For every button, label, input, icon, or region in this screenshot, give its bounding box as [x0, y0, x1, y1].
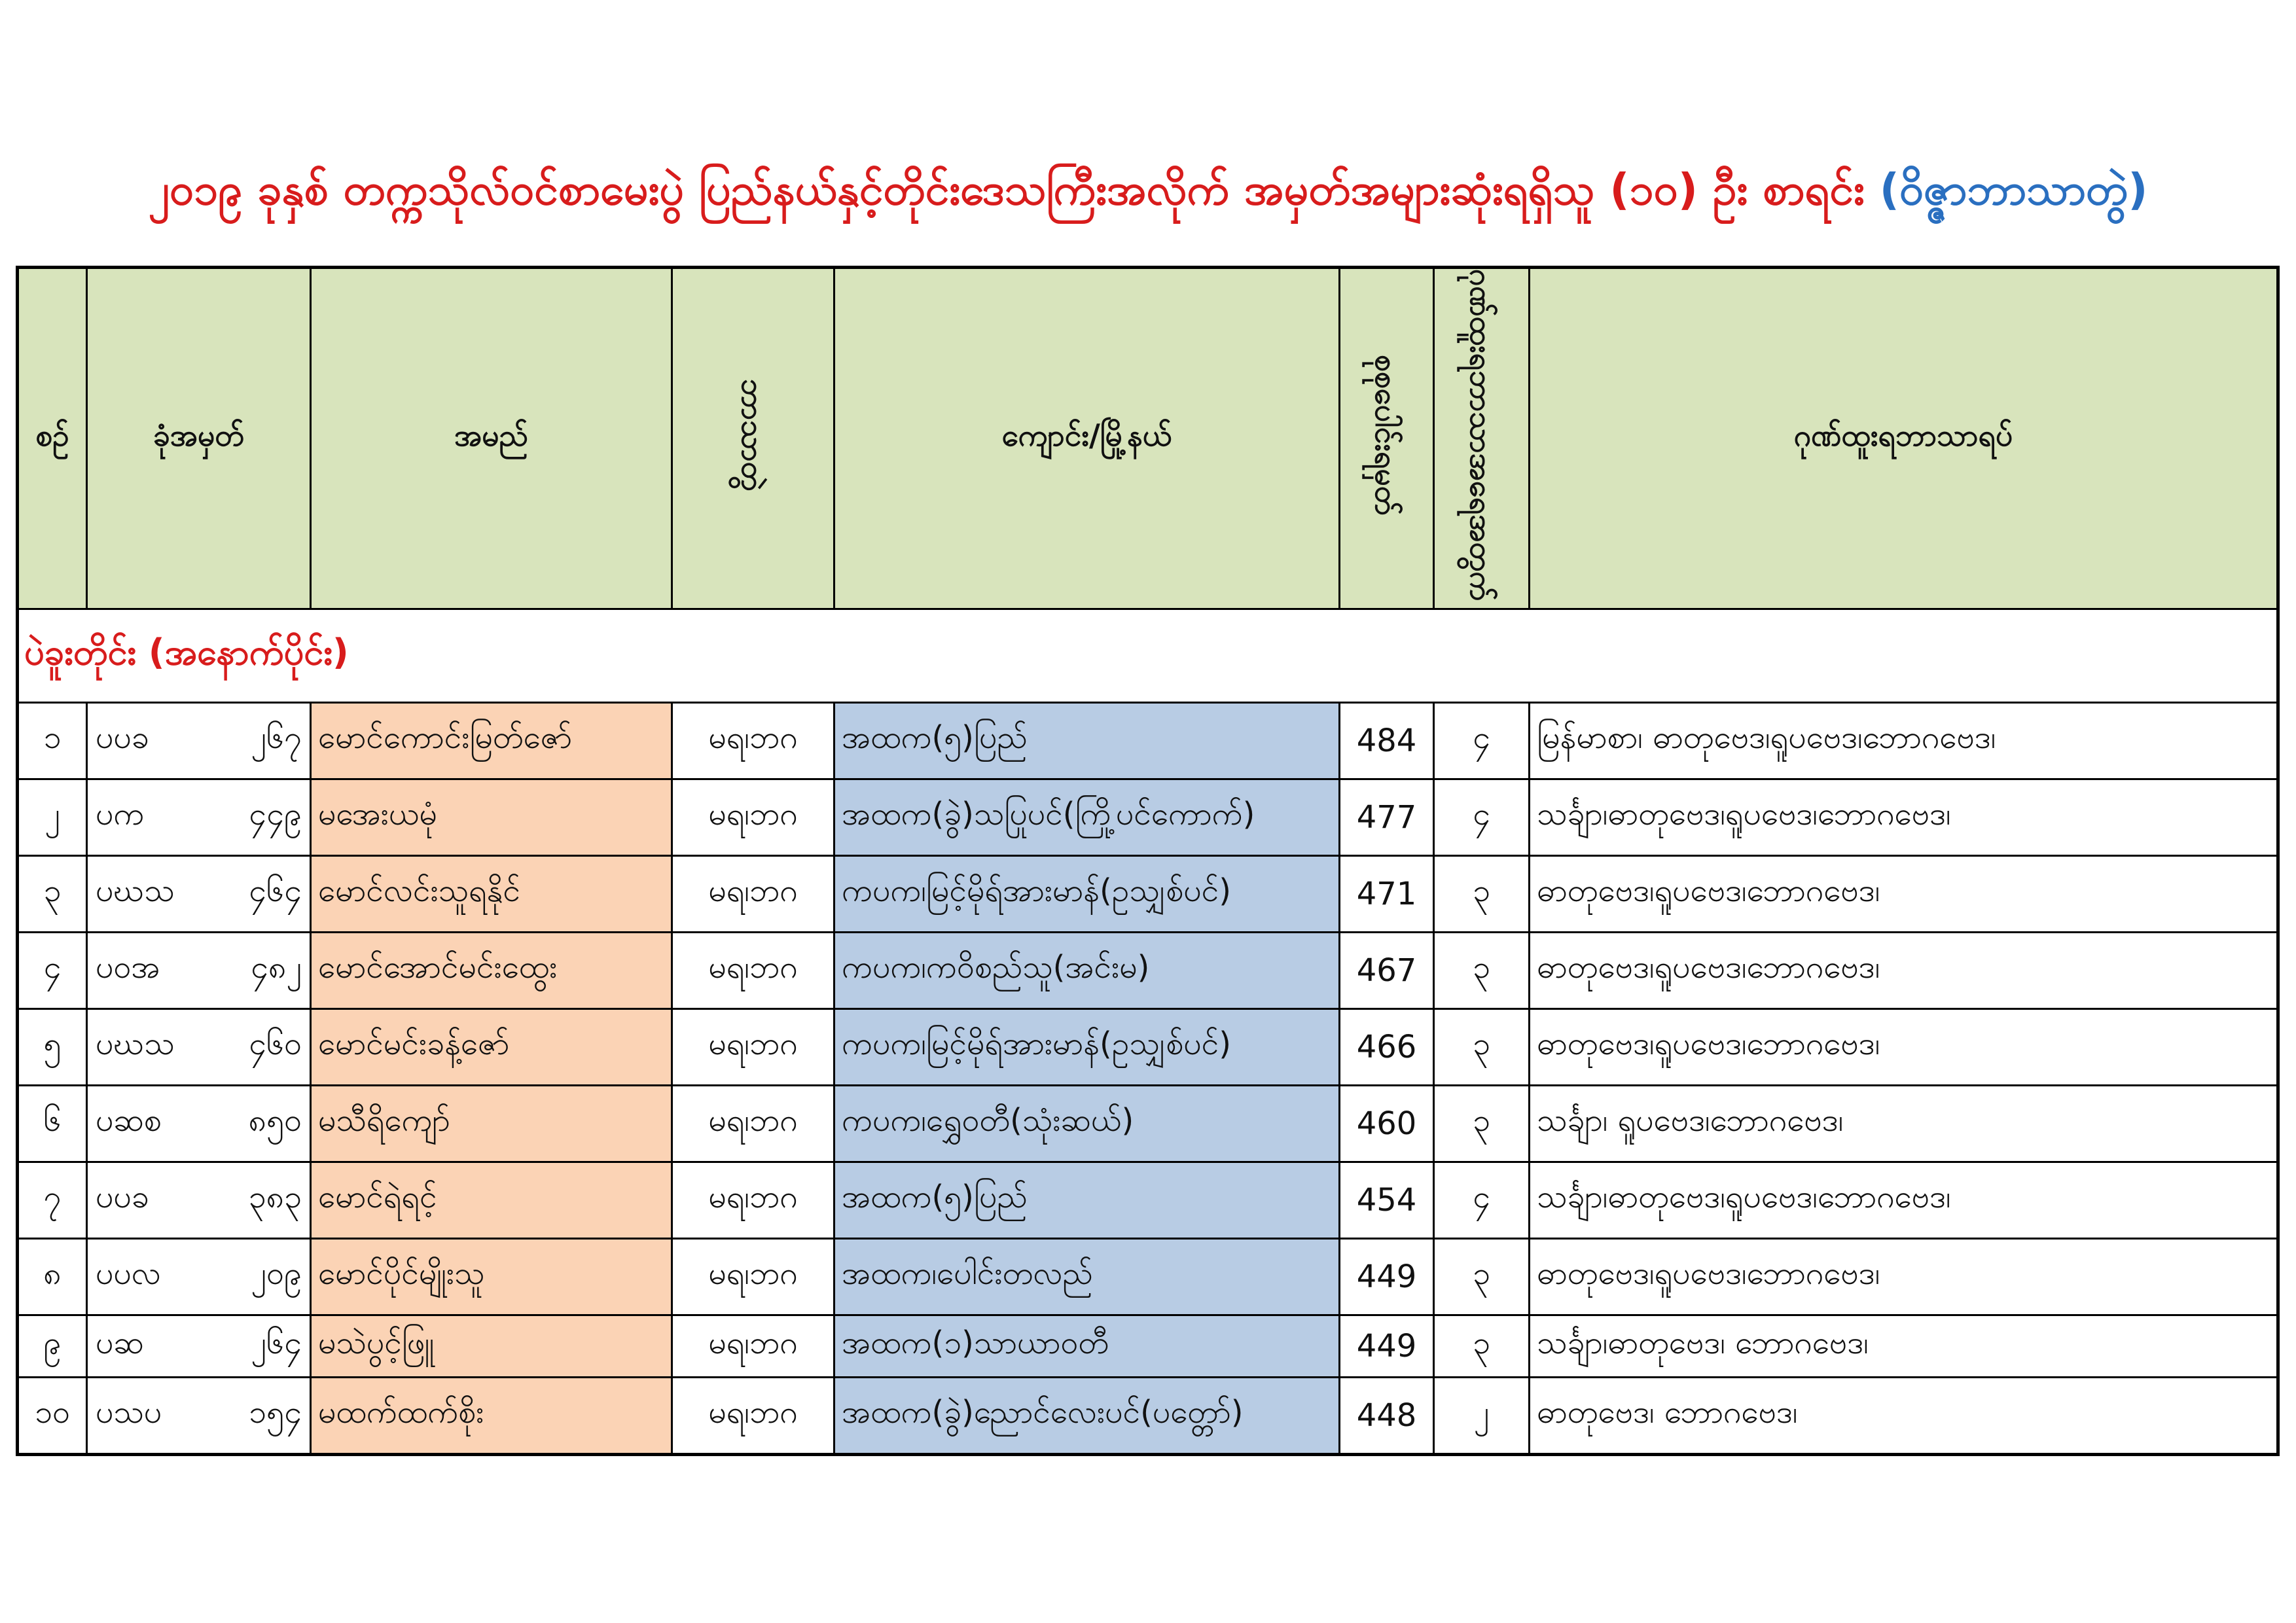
table-row — [18, 779, 2278, 856]
cell-school: ကပက၊မြင့်မိုရ်အားမာန်(ဥသျှစ်ပင်) — [834, 1009, 1340, 1086]
results-table — [16, 266, 2280, 1456]
cell-roll — [87, 1009, 311, 1086]
cell-distinctions: ၃ — [1434, 1239, 1530, 1315]
cell-distinction-subjects: ဓာတုဗေဒ၊ ဘောဂဗေဒ၊ — [1530, 1378, 2278, 1455]
roll-number: ၄၄၉ — [249, 796, 302, 833]
cell-name: မောင်မင်းခန့်ဇော် — [311, 1009, 672, 1086]
cell-name: မထက်ထက်စိုး — [311, 1378, 672, 1455]
header-total-text: စုစုပေါင်းရမှတ် — [1369, 354, 1404, 516]
cell-school: အထက(၅)ပြည် — [834, 1162, 1340, 1239]
cell-subject-combo: မရ၊ဘဂ — [672, 1086, 834, 1162]
roll-prefix: ပက — [96, 796, 145, 833]
cell-name: မသဲပွင့်ဖြူ — [311, 1315, 672, 1378]
cell-subject-combo: မရ၊ဘဂ — [672, 1162, 834, 1239]
cell-subject-combo: မရ၊ဘဂ — [672, 779, 834, 856]
cell-roll — [87, 703, 311, 779]
cell-roll — [87, 856, 311, 933]
cell-school: ကပက၊ကဝိစည်သူ(အင်းမ) — [834, 933, 1340, 1009]
cell-name: မအေးယမုံ — [311, 779, 672, 856]
cell-name: မသီရိကျော် — [311, 1086, 672, 1162]
cell-no: ၇ — [18, 1162, 87, 1239]
cell-no: ၈ — [18, 1239, 87, 1315]
cell-name: မောင်ကောင်းမြတ်ဇော် — [311, 703, 672, 779]
roll-prefix: ပပခ — [96, 719, 149, 757]
roll-prefix: ပဝအ — [96, 949, 160, 986]
header-no: စဉ် — [18, 268, 87, 609]
cell-subject-combo: မရ၊ဘဂ — [672, 933, 834, 1009]
cell-roll — [87, 1086, 311, 1162]
cell-no: ၁၀ — [18, 1378, 87, 1455]
title-highlight: (ဝိဇ္ဇာဘာသာတွဲ) — [1879, 164, 2148, 215]
cell-name: မောင်အောင်မင်းထွေး — [311, 933, 672, 1009]
section-label: ပဲခူးတိုင်း (အနောက်ပိုင်း) — [18, 609, 2278, 703]
roll-prefix: ပဃသ — [96, 1026, 175, 1063]
cell-roll — [87, 779, 311, 856]
cell-roll — [87, 1315, 311, 1378]
cell-no: ၂ — [18, 779, 87, 856]
cell-distinctions: ၃ — [1434, 1086, 1530, 1162]
roll-prefix: ပဆစ — [96, 1102, 162, 1139]
cell-distinction-subjects: သင်္ချာ၊ဓာတုဗေဒ၊ရူပဗေဒ၊ဘောဂဗေဒ၊ — [1530, 1162, 2278, 1239]
cell-total: 449 — [1340, 1239, 1434, 1315]
cell-distinctions: ၄ — [1434, 779, 1530, 856]
roll-number: ၄၆၄ — [249, 872, 302, 910]
roll-prefix: ပဃသ — [96, 872, 175, 910]
roll-number: ၄၆၀ — [249, 1026, 302, 1063]
table-row — [18, 703, 2278, 779]
cell-distinctions: ၃ — [1434, 1315, 1530, 1378]
cell-subject-combo: မရ၊ဘဂ — [672, 1239, 834, 1315]
cell-roll — [87, 1239, 311, 1315]
cell-distinction-subjects: သင်္ချာ၊ဓာတုဗေဒ၊ရူပဗေဒ၊ဘောဂဗေဒ၊ — [1530, 779, 2278, 856]
table-row — [18, 1162, 2278, 1239]
page-title — [0, 162, 2296, 226]
cell-roll — [87, 933, 311, 1009]
cell-school: ကပက၊ရွှေဝတီ(သုံးဆယ်) — [834, 1086, 1340, 1162]
header-distinction-subjects: ဂုဏ်ထူးရဘာသာရပ် — [1530, 268, 2278, 609]
roll-prefix: ပသပ — [96, 1394, 162, 1431]
cell-subject-combo: မရ၊ဘဂ — [672, 703, 834, 779]
table-row — [18, 1378, 2278, 1455]
roll-number: ၄၈၂ — [251, 949, 302, 986]
section-row — [18, 609, 2278, 703]
cell-distinctions: ၃ — [1434, 1009, 1530, 1086]
header-name: အမည် — [311, 268, 672, 609]
header-row — [18, 268, 2278, 609]
cell-total: 467 — [1340, 933, 1434, 1009]
cell-no: ၅ — [18, 1009, 87, 1086]
cell-school: ကပက၊မြင့်မိုရ်အားမာန်(ဥသျှစ်ပင်) — [834, 856, 1340, 933]
cell-distinctions: ၄ — [1434, 703, 1530, 779]
cell-no: ၄ — [18, 933, 87, 1009]
cell-distinctions: ၄ — [1434, 1162, 1530, 1239]
header-subject-combo — [672, 268, 834, 609]
roll-prefix: ပပလ — [96, 1255, 161, 1293]
cell-subject-combo: မရ၊ဘဂ — [672, 856, 834, 933]
roll-prefix: ပဆ — [96, 1325, 144, 1362]
cell-total: 449 — [1340, 1315, 1434, 1378]
table-row — [18, 1009, 2278, 1086]
cell-school: အထက(ခွဲ)သပြုပင်(ကြို့ပင်ကောက်) — [834, 779, 1340, 856]
cell-distinction-subjects: သင်္ချာ၊ဓာတုဗေဒ၊ ဘောဂဗေဒ၊ — [1530, 1315, 2278, 1378]
cell-total: 484 — [1340, 703, 1434, 779]
table-row — [18, 1315, 2278, 1378]
header-subject-combo-text: ဘာသာတွဲ — [735, 379, 770, 491]
roll-prefix: ပပခ — [96, 1179, 149, 1216]
table-row — [18, 856, 2278, 933]
cell-distinction-subjects: ဓာတုဗေဒ၊ရူပဗေဒ၊ဘောဂဗေဒ၊ — [1530, 856, 2278, 933]
cell-total: 448 — [1340, 1378, 1434, 1455]
cell-subject-combo: မရ၊ဘဂ — [672, 1378, 834, 1455]
header-total — [1340, 268, 1434, 609]
cell-roll — [87, 1378, 311, 1455]
cell-subject-combo: မရ၊ဘဂ — [672, 1315, 834, 1378]
roll-number: ၂၀၉ — [251, 1255, 302, 1293]
cell-total: 477 — [1340, 779, 1434, 856]
cell-distinction-subjects: ဓာတုဗေဒ၊ရူပဗေဒ၊ဘောဂဗေဒ၊ — [1530, 1239, 2278, 1315]
cell-no: ၆ — [18, 1086, 87, 1162]
header-roll: ခုံအမှတ် — [87, 268, 311, 609]
table-row — [18, 933, 2278, 1009]
roll-number: ၂၆၄ — [251, 1325, 302, 1362]
roll-number: ၂၆၇ — [251, 719, 302, 757]
cell-total: 466 — [1340, 1009, 1434, 1086]
cell-school: အထက(ခွဲ)ညောင်လေးပင်(ပတ္တော်) — [834, 1378, 1340, 1455]
roll-number: ၈၅၀ — [248, 1102, 302, 1139]
cell-distinction-subjects: ဓာတုဗေဒ၊ရူပဗေဒ၊ဘောဂဗေဒ၊ — [1530, 933, 2278, 1009]
cell-no: ၉ — [18, 1315, 87, 1378]
cell-name: မောင်ပိုင်မျိုးသူ — [311, 1239, 672, 1315]
title-main: ၂၀၁၉ ခုနှစ် တက္ကသိုလ်ဝင်စာမေးပွဲ ပြည်နယ်နှင့်တိုင်းဒေသကြီးအလိုက် အမှတ်အများဆုံးရရှိသူ (၁၀) ဦး စာရင်း — [148, 164, 1865, 215]
roll-number: ၃၈၃ — [248, 1179, 302, 1216]
cell-total: 454 — [1340, 1162, 1434, 1239]
cell-total: 460 — [1340, 1086, 1434, 1162]
cell-roll — [87, 1162, 311, 1239]
cell-name: မောင်ရဲရင့် — [311, 1162, 672, 1239]
table-row — [18, 1086, 2278, 1162]
cell-subject-combo: မရ၊ဘဂ — [672, 1009, 834, 1086]
cell-name: မောင်လင်းသူရနိုင် — [311, 856, 672, 933]
header-distinctions — [1434, 268, 1530, 609]
cell-distinctions: ၃ — [1434, 856, 1530, 933]
table-row — [18, 1239, 2278, 1315]
cell-school: အထက(၁)သာယာဝတီ — [834, 1315, 1340, 1378]
cell-no: ၁ — [18, 703, 87, 779]
roll-number: ၁၅၄ — [249, 1394, 302, 1431]
cell-school: အထက(၅)ပြည် — [834, 703, 1340, 779]
cell-total: 471 — [1340, 856, 1434, 933]
header-distinctions-text: ဂုဏ်ထူးရဘာသာအရေအတွက် — [1463, 269, 1499, 601]
cell-distinction-subjects: မြန်မာစာ၊ ဓာတုဗေဒ၊ရူပဗေဒ၊ဘောဂဗေဒ၊ — [1530, 703, 2278, 779]
cell-distinctions: ၃ — [1434, 933, 1530, 1009]
cell-no: ၃ — [18, 856, 87, 933]
cell-distinction-subjects: သင်္ချာ၊ ရူပဗေဒ၊ဘောဂဗေဒ၊ — [1530, 1086, 2278, 1162]
cell-distinctions: ၂ — [1434, 1378, 1530, 1455]
cell-school: အထက၊ပေါင်းတလည် — [834, 1239, 1340, 1315]
header-school: ကျောင်း/မြို့နယ် — [834, 268, 1340, 609]
cell-distinction-subjects: ဓာတုဗေဒ၊ရူပဗေဒ၊ဘောဂဗေဒ၊ — [1530, 1009, 2278, 1086]
